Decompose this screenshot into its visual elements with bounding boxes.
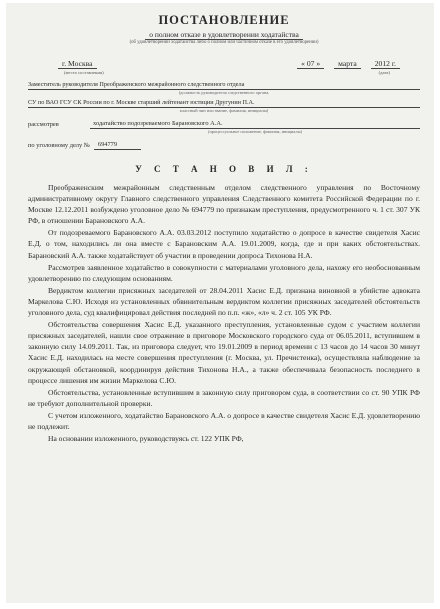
body-paragraph: Обстоятельства, установленные вступившим в законную силу приговором суда, в соответствии со ст. 90 УПК РФ не требуют дополнительной проверки.	[28, 387, 420, 408]
document-subtitle: о полном отказе в удовлетворении ходатайства	[28, 30, 420, 39]
body-paragraph: На основании изложенного, руководствуясь ст. 122 УПК РФ,	[48, 434, 244, 444]
document-body	[28, 182, 420, 444]
body-paragraph: С учетом изложенного, ходатайство Барановского А.А. о допросе в качестве свидетеля Хасис Е.Д. удовлетворению не подлежит.	[28, 410, 420, 431]
body-paragraph: Вердиктом коллегии присяжных заседателей от 28.04.2011 Хасис Е.Д. признана виновной в убийстве адвоката Маркелова С.Ю. Исходя из установленных обвинительным вердиктом коллегии присяжных заседателей обстоятельств уголовного дела, суд квалифицировал действия последней по п.п. «ж», «л» ч. 2 ст. 105 УК РФ.	[28, 285, 420, 318]
place-date-captions	[28, 70, 420, 75]
body-paragraph: От подозреваемого Барановского А.А. 03.03.2012 поступило ходатайство о допросе в качестве свидетеля Хасис Е.Д. о том, находились ли она вместе с Барановским А.А. 19.01.2009, когда, где и при каких обстоятельствах. Барановский А.А. также ходатайствует об участии в проведении допроса Тихонова Н.А.	[28, 228, 420, 260]
case-row	[28, 141, 420, 150]
date-caption: (дата)	[378, 70, 390, 75]
case-label: по уголовному делу №	[28, 142, 90, 149]
reviewer-label: рассмотрев	[28, 121, 59, 128]
date-day: « 07 »	[297, 59, 324, 69]
reviewer-caption: (процессуальное положение, фамилия, инициалы)	[208, 129, 302, 134]
body-paragraph: Рассмотрев заявленное ходатайство в совокупности с материалами уголовного дела, нахожу его необоснованным удовлетворению по следующим основаниям.	[28, 262, 420, 283]
officer-line-2: СУ по ВАО ГСУ СК России по г. Москве старший лейтенант юстиции Другунин П.А.	[28, 99, 420, 108]
place-date-row	[28, 55, 420, 69]
date-month: марта	[334, 59, 361, 69]
case-number: 694779	[94, 141, 141, 150]
reviewer-row	[28, 120, 420, 129]
officer-line-1: Заместитель руководителя Преображенского межрайонного следственного отдела	[28, 81, 420, 90]
officer-caption-1: (должность руководителя следственного органа,	[178, 90, 270, 95]
officer-caption-2: классный чин или звание, фамилия, инициалы)	[179, 108, 269, 113]
section-heading: У С Т А Н О В И Л :	[135, 164, 313, 174]
document-title: ПОСТАНОВЛЕНИЕ	[158, 13, 290, 27]
reviewer-value: ходатайство подозреваемого Барановского А.А.	[90, 120, 420, 129]
city: г. Москва	[58, 59, 97, 69]
body-paragraph: Преображенским межрайонным следственным отделом следственного управления по Восточному административному округу Главного следственного управления Следственного комитета Российской Федерации по г. Москве 12.12.2011 возбуждено уголовное дело № 694779 по признакам преступления, предусмотренного ч. 1 ст. 307 УК РФ, в отношении Барановского А.А.	[28, 183, 420, 226]
document-page	[6, 3, 434, 603]
city-caption: (место составления)	[64, 70, 104, 75]
document-subtitle-note: (об удовлетворении ходатайства либо о полном или частичном отказе в его удовлетворении)	[129, 40, 319, 45]
body-paragraph: Обстоятельства совершения Хасис Е.Д. указанного преступления, установленные судом с участием коллегии присяжных заседателей, нашли свое отражение в приговоре Московского городского суда от 06.05.2011, вступившем в законную силу 14.09.2011. Так, из приговора следует, что 19.01.2009 в период времени с 13 часов до 14 часов 30 минут Хасис Е.Д. находилась на месте совершения преступления (г. Москва, ул. Пречистенка), осуществляла наблюдение за окружающей обстановкой, координируя действия Тихонова Н.А., а также обеспечивала безопасность последнего в процессе лишения им жизни Маркелова С.Ю.	[28, 320, 420, 385]
date-year: 2012 г.	[371, 59, 400, 69]
